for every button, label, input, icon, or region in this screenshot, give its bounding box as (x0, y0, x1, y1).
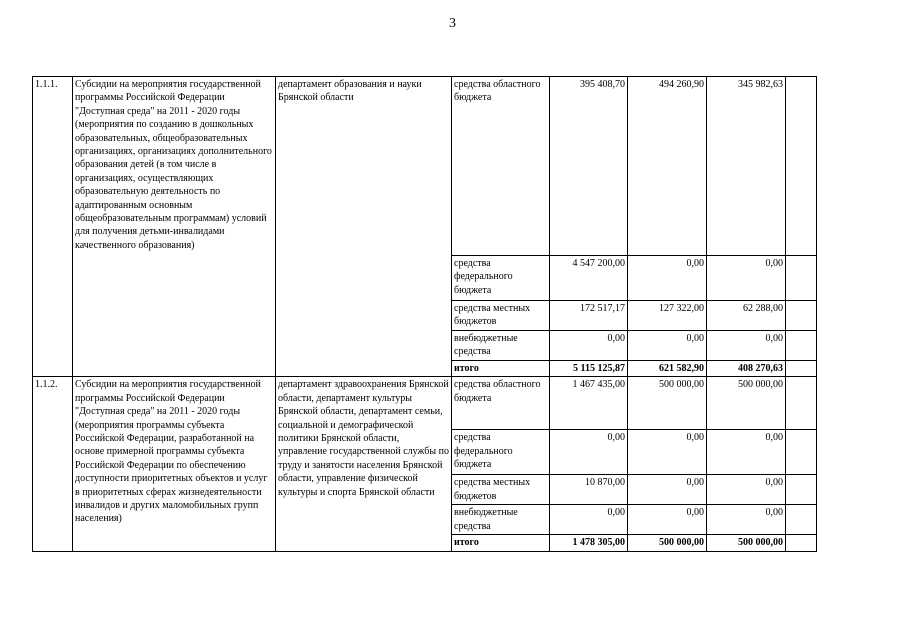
empty-cell (786, 77, 817, 256)
budget-table (32, 76, 817, 552)
table-row (33, 77, 817, 256)
value-year-1: 0,00 (550, 430, 628, 475)
value-year-2: 0,00 (628, 430, 707, 475)
total-year-3: 408 270,63 (707, 361, 786, 377)
empty-cell (786, 331, 817, 361)
empty-cell (786, 430, 817, 475)
value-year-3: 0,00 (707, 331, 786, 361)
value-year-1: 1 467 435,00 (550, 377, 628, 430)
value-year-2: 494 260,90 (628, 77, 707, 256)
value-year-3: 0,00 (707, 475, 786, 505)
value-year-1: 172 517,17 (550, 301, 628, 331)
empty-cell (786, 361, 817, 377)
value-year-2: 0,00 (628, 475, 707, 505)
executor: департамент образования и науки Брянской области (276, 77, 452, 377)
funding-source: внебюджетные средства (452, 505, 550, 535)
value-year-3: 62 288,00 (707, 301, 786, 331)
value-year-1: 0,00 (550, 331, 628, 361)
total-label: итого (452, 535, 550, 551)
value-year-3: 0,00 (707, 430, 786, 475)
measure-code: 1.1.1. (33, 77, 73, 377)
value-year-1: 10 870,00 (550, 475, 628, 505)
value-year-3: 0,00 (707, 256, 786, 301)
empty-cell (786, 377, 817, 430)
value-year-3: 500 000,00 (707, 377, 786, 430)
total-year-2: 500 000,00 (628, 535, 707, 551)
value-year-2: 0,00 (628, 331, 707, 361)
measure-description: Субсидии на мероприятия государственной программы Российской Федерации "Доступная среда" на 2011 - 2020 годы (мероприятия по созданию в дошкольных образовательных, общеобразовательных организациях, организациях дополнительного образования детей (в том числе в организациях, осуществляющих образовательную деятельность по адаптированным основным общеобразовательным программам) условий для получения детьми-инвалидами качественного образования) (73, 77, 276, 377)
funding-source: средства федерального бюджета (452, 256, 550, 301)
funding-source: средства местных бюджетов (452, 301, 550, 331)
value-year-3: 0,00 (707, 505, 786, 535)
executor: департамент здравоохранения Брянской области, департамент культуры Брянской области, департамент семьи, социальной и демографической политики Брянской области, управление государственной службы по труду и занятости населения Брянской области, управление физической культуры и спорта Брянской области (276, 377, 452, 551)
total-year-3: 500 000,00 (707, 535, 786, 551)
total-year-2: 621 582,90 (628, 361, 707, 377)
value-year-2: 0,00 (628, 256, 707, 301)
total-label: итого (452, 361, 550, 377)
measure-description: Субсидии на мероприятия государственной программы Российской Федерации "Доступная среда" на 2011 - 2020 годы (мероприятия программы субъекта Российской Федерации, разработанной на основе примерной программы субъекта Российской Федерации по обеспечению доступности приоритетных объектов и услуг в приоритетных сферах жизнедеятельности инвалидов и других маломобильных групп населения) (73, 377, 276, 551)
funding-source: внебюджетные средства (452, 331, 550, 361)
total-year-1: 1 478 305,00 (550, 535, 628, 551)
funding-source: средства федерального бюджета (452, 430, 550, 475)
table-row (33, 377, 817, 430)
funding-source: средства местных бюджетов (452, 475, 550, 505)
measure-code: 1.1.2. (33, 377, 73, 551)
empty-cell (786, 301, 817, 331)
value-year-2: 0,00 (628, 505, 707, 535)
empty-cell (786, 256, 817, 301)
value-year-1: 395 408,70 (550, 77, 628, 256)
empty-cell (786, 535, 817, 551)
value-year-2: 500 000,00 (628, 377, 707, 430)
empty-cell (786, 505, 817, 535)
value-year-1: 4 547 200,00 (550, 256, 628, 301)
funding-source: средства областного бюджета (452, 377, 550, 430)
value-year-3: 345 982,63 (707, 77, 786, 256)
funding-source: средства областного бюджета (452, 77, 550, 256)
total-year-1: 5 115 125,87 (550, 361, 628, 377)
value-year-1: 0,00 (550, 505, 628, 535)
empty-cell (786, 475, 817, 505)
value-year-2: 127 322,00 (628, 301, 707, 331)
page-number: 3 (449, 16, 456, 31)
